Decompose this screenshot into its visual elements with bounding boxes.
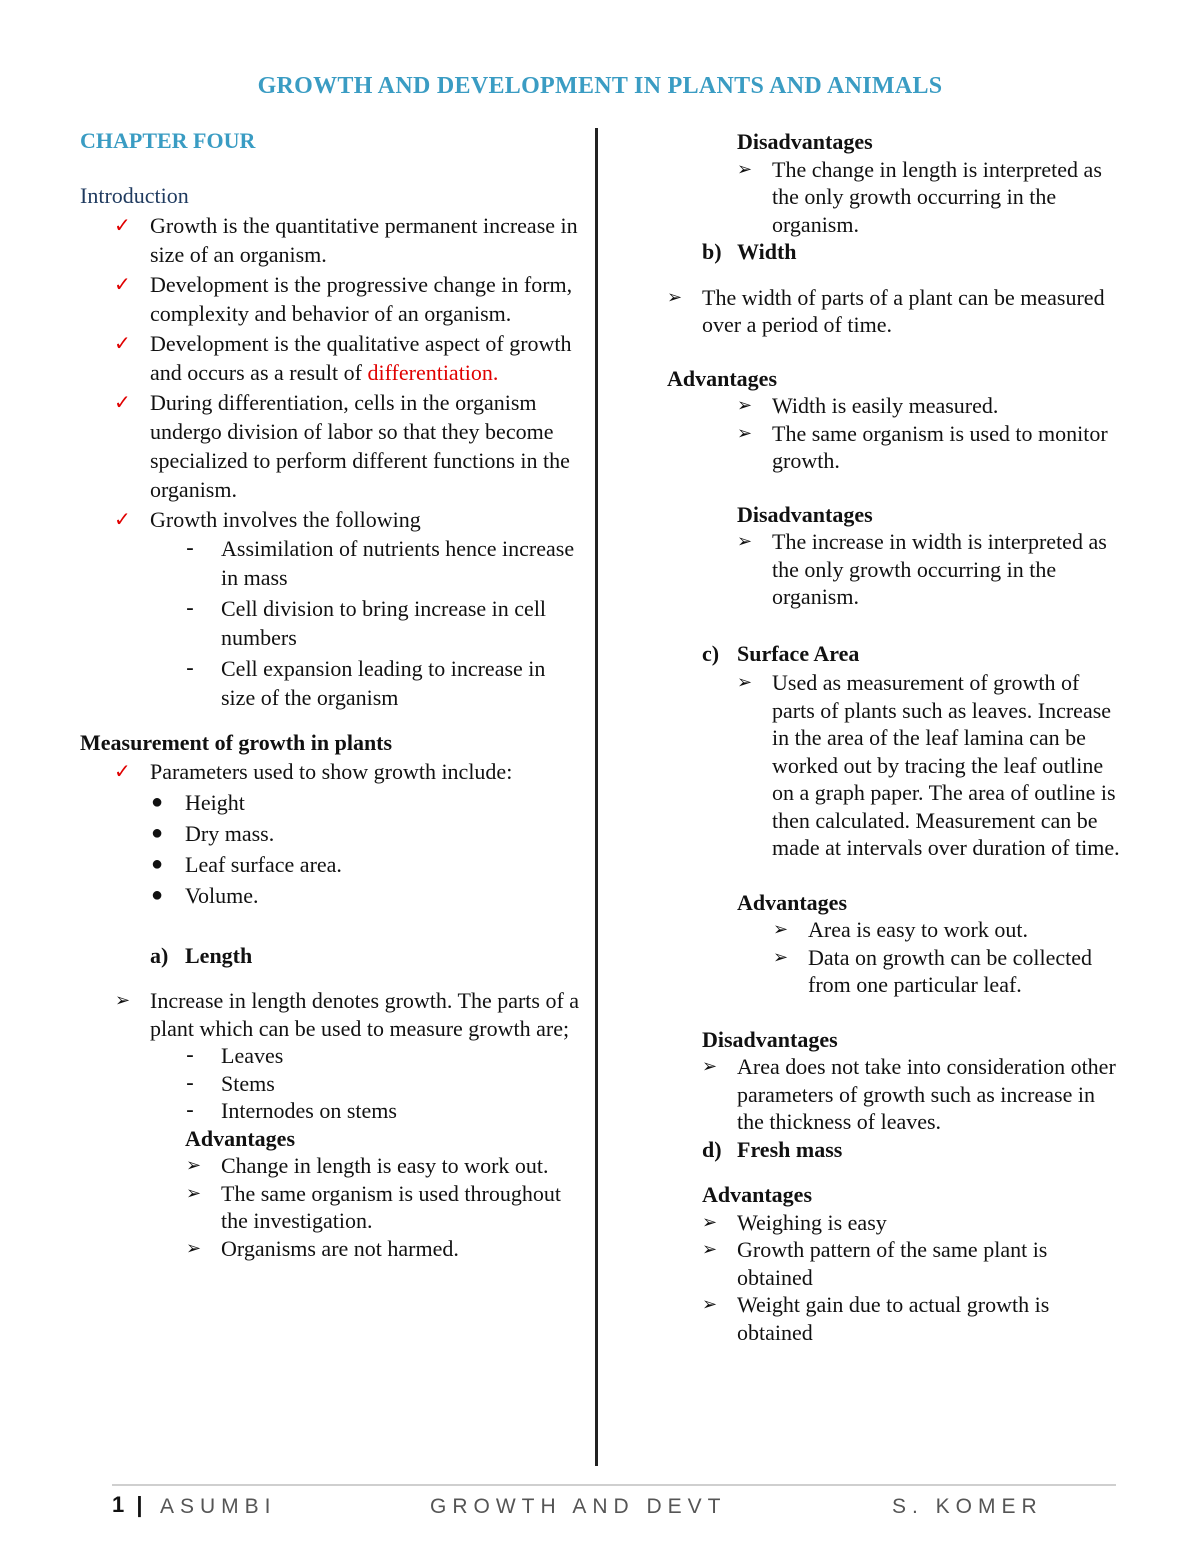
arrow-bullet-icon: ➢ (737, 158, 753, 180)
list-item: ➢ Growth pattern of the same plant is obtained (702, 1237, 1048, 1290)
list-item: ✓ During differentiation, cells in the organism undergo division of labor so that they become specialized to perform different functions in the organism. (114, 390, 570, 502)
list-item: ✓ Parameters used to show growth include: (114, 759, 513, 784)
list-item: ➢ The width of parts of a plant can be measured over a period of time. (667, 284, 1105, 337)
disadvantages-heading: Disadvantages (702, 1026, 838, 1052)
list-item: ➢ Weight gain due to actual growth is obtained (702, 1292, 1050, 1345)
list-item: ● Volume. (151, 883, 259, 908)
check-mark-icon: ✓ (114, 390, 131, 414)
page-number: 1 | (112, 1492, 143, 1517)
highlighted-term: differentiation. (367, 360, 499, 385)
list-item: - Cell division to bring increase in cell numbers (186, 596, 547, 650)
list-item: ✓ Growth is the quantitative permanent increase in size of an organism. (114, 213, 578, 267)
list-item: ✓ Development is the progressive change in form, complexity and behavior of an organism. (114, 272, 573, 326)
footer-right: S. KOMER (892, 1495, 1043, 1518)
check-mark-icon: ✓ (114, 331, 131, 355)
arrow-bullet-icon: ➢ (702, 1056, 718, 1077)
footer-center: GROWTH AND DEVT (430, 1495, 727, 1518)
left-column (80, 126, 580, 1262)
section-label: c) (702, 640, 720, 666)
list-item: ➢ The same organism is used to monitor growth. (737, 420, 1108, 473)
list-item: ➢ Used as measurement of growth of parts of plants such as leaves. Increase in the area of the leaf lamina can be worked out by tracing the leaf outline on a graph paper. The area of outline is then calculated. Measurement can be made at intervals over duration of time. (737, 670, 1120, 860)
arrow-bullet-icon: ➢ (702, 1294, 718, 1315)
dash-bullet-icon: - (186, 1070, 194, 1096)
arrow-bullet-icon: ➢ (702, 1211, 718, 1233)
page-title: GROWTH AND DEVELOPMENT IN PLANTS AND ANIMALS (257, 73, 943, 99)
arrow-bullet-icon: ➢ (702, 1239, 718, 1260)
arrow-bullet-icon: ➢ (737, 395, 753, 416)
dash-bullet-icon: - (186, 536, 194, 561)
list-item: ➢ Width is easily measured. (737, 393, 999, 418)
list-item: ➢ The change in length is interpreted as the only growth occurring in the organism. (737, 156, 1102, 237)
dash-bullet-icon: - (186, 1043, 194, 1068)
list-item: ➢ The increase in width is interpreted as the only growth occurring in the organism. (737, 529, 1107, 609)
chapter-heading: CHAPTER FOUR (80, 128, 256, 153)
list-item: ➢ Data on growth can be collected from one particular leaf. (773, 944, 1093, 997)
surface-area-heading: c) Surface Area (702, 640, 860, 666)
list-item: - Cell expansion leading to increase in size of the organism (186, 656, 546, 710)
check-mark-icon: ✓ (114, 213, 131, 237)
round-bullet-icon: ● (151, 791, 164, 813)
column-divider (595, 128, 598, 1466)
right-column (667, 126, 1127, 1346)
dash-bullet-icon: - (186, 656, 194, 681)
list-item: - Stems (186, 1070, 275, 1096)
footer-left: ASUMBI (160, 1495, 277, 1518)
check-mark-icon: ✓ (114, 759, 131, 783)
disadvantages-heading: Disadvantages (737, 501, 873, 527)
list-item: - Internodes on stems (186, 1098, 397, 1123)
list-item: ➢ Change in length is easy to work out. (186, 1153, 549, 1178)
footer-rule (112, 1484, 1116, 1486)
intro-heading: Introduction (80, 183, 189, 208)
section-label: b) (702, 239, 722, 264)
arrow-bullet-icon: ➢ (773, 946, 789, 968)
round-bullet-icon: ● (151, 822, 164, 844)
advantages-heading: Advantages (667, 365, 778, 391)
advantages-heading: Advantages (737, 889, 848, 915)
dash-bullet-icon: - (186, 596, 194, 621)
arrow-bullet-icon: ➢ (186, 1182, 202, 1204)
list-item: ✓ Development is the qualitative aspect of growth and occurs as a result of differentiation. (114, 331, 572, 385)
dash-bullet-icon: - (186, 1098, 194, 1123)
list-item: ➢ The same organism is used throughout the investigation. (186, 1180, 561, 1233)
list-item: ➢ Increase in length denotes growth. The parts of a plant which can be used to measure growth are; (115, 988, 580, 1041)
section-label: d) (702, 1136, 722, 1162)
fresh-mass-heading: d) Fresh mass (702, 1136, 843, 1162)
arrow-bullet-icon: ➢ (667, 286, 683, 308)
round-bullet-icon: ● (151, 853, 164, 875)
width-heading: b) Width (702, 239, 797, 264)
list-item: ● Dry mass. (151, 821, 275, 846)
arrow-bullet-icon: ➢ (186, 1237, 202, 1259)
list-item: ✓ Growth involves the following (114, 507, 421, 532)
list-item: ➢ Area is easy to work out. (773, 917, 1028, 942)
measurement-heading: Measurement of growth in plants (80, 730, 393, 755)
check-mark-icon: ✓ (114, 272, 131, 296)
list-item: ● Height (151, 790, 245, 815)
arrow-bullet-icon: ➢ (186, 1155, 202, 1176)
arrow-bullet-icon: ➢ (737, 672, 753, 693)
arrow-bullet-icon: ➢ (115, 990, 131, 1011)
list-item: ➢ Organisms are not harmed. (186, 1235, 459, 1261)
list-item: ➢ Weighing is easy (702, 1209, 887, 1235)
round-bullet-icon: ● (151, 884, 164, 906)
length-heading: a) Length (150, 943, 253, 968)
list-item: - Leaves (186, 1043, 284, 1068)
section-label: a) (150, 943, 169, 968)
check-mark-icon: ✓ (114, 507, 131, 531)
advantages-heading: Advantages (702, 1182, 813, 1207)
arrow-bullet-icon: ➢ (737, 531, 753, 552)
arrow-bullet-icon: ➢ (773, 919, 789, 940)
list-item: ● Leaf surface area. (151, 852, 342, 877)
list-item: ➢ Area does not take into consideration other parameters of growth such as increase in the thickness of leaves. (702, 1054, 1116, 1134)
disadvantages-heading: Disadvantages (737, 129, 873, 154)
list-item: - Assimilation of nutrients hence increase in mass (186, 536, 575, 590)
arrow-bullet-icon: ➢ (737, 422, 753, 444)
advantages-heading: Advantages (185, 1125, 296, 1151)
